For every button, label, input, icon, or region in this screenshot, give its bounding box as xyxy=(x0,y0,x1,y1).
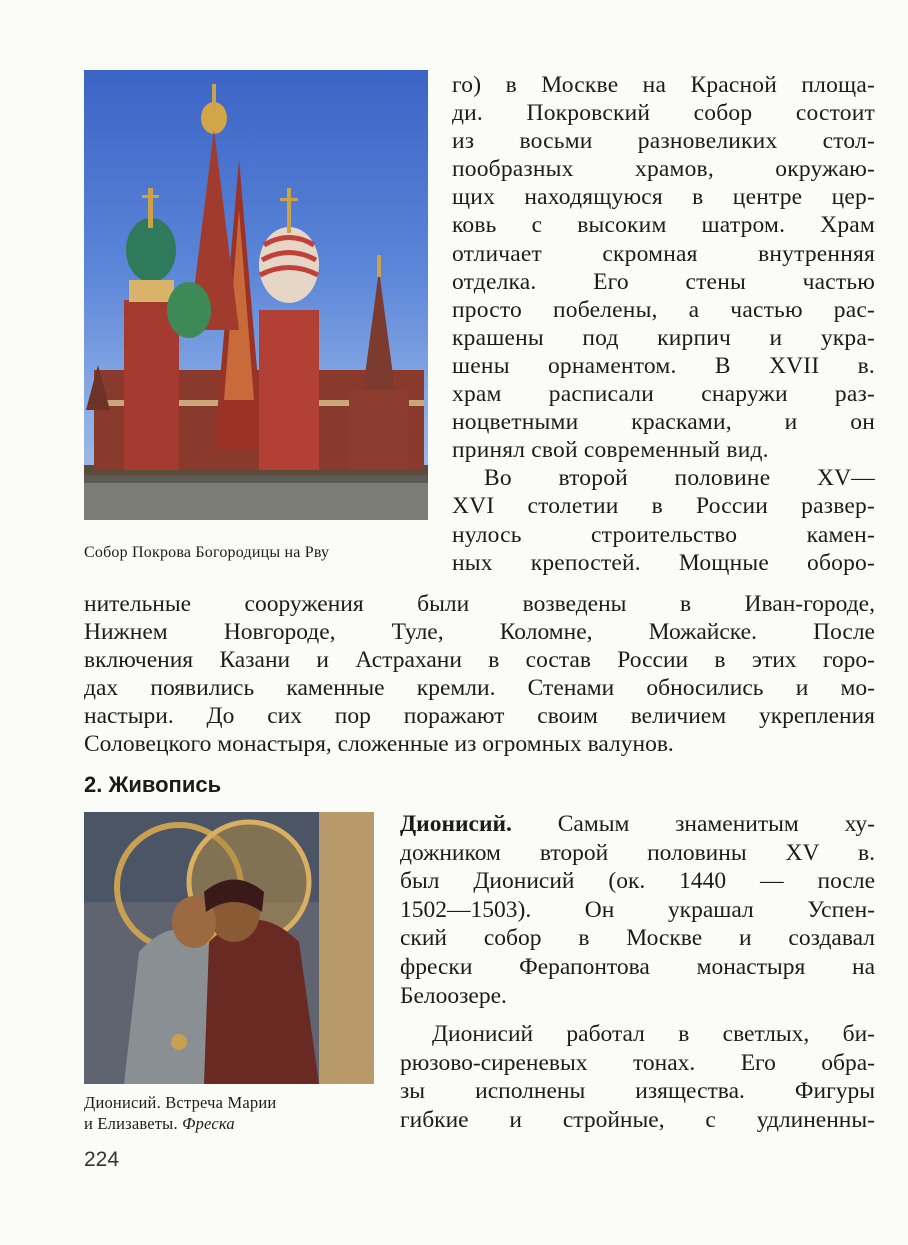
text-line: дах появились каменные кремли. Стенами обносились и мо- xyxy=(84,675,875,702)
cathedral-photo xyxy=(84,70,428,520)
text-line: щих находящуюся в центре цер- xyxy=(452,184,875,211)
text-line: ковь с высоким шатром. Храм xyxy=(452,212,875,239)
caption-text: и Елизаветы. xyxy=(84,1114,178,1133)
text-line: Во второй половине XV— xyxy=(484,465,875,492)
caption-line xyxy=(84,1113,384,1134)
text-line: фрески Ферапонтова монастыря на xyxy=(400,953,875,980)
text-fragment: Самым знаменитым ху- xyxy=(557,811,876,837)
text-line: отделка. Его стены частью xyxy=(452,268,875,295)
lead-term: Дионисий. xyxy=(400,811,512,837)
text-line: дожником второй половины XV в. xyxy=(400,839,875,866)
text-line: настыри. До сих пор поражают своим величием укрепления xyxy=(84,703,875,730)
text-line: рюзово-сиреневых тонах. Его обра- xyxy=(400,1049,875,1076)
text-line: нулось строительство камен- xyxy=(452,521,875,548)
fresco-caption xyxy=(84,1092,384,1134)
text-line: нительные сооружения были возведены в Иван-городе, xyxy=(84,591,875,617)
text-line: шены орнаментом. В XVII в. xyxy=(452,352,875,379)
text-line: храм расписали снаружи раз- xyxy=(452,381,875,408)
text-line: ди. Покровский собор состоит xyxy=(452,100,875,127)
painting-section-text xyxy=(400,810,875,1135)
text-line: 1502—1503). Он украшал Успен- xyxy=(400,896,875,923)
text-line: гибкие и стройные, с удлиненны- xyxy=(400,1106,875,1133)
text-line: ноцветными красками, и он xyxy=(452,409,875,436)
text-line: Нижнем Новгороде, Туле, Коломне, Можайске. После xyxy=(84,619,875,646)
cathedral-caption: Собор Покрова Богородицы на Рву xyxy=(84,544,330,561)
text-line: просто побелены, а частью рас- xyxy=(452,296,875,323)
right-column-text xyxy=(452,71,875,577)
full-width-text xyxy=(84,590,875,759)
text-line: ных крепостей. Мощные оборо- xyxy=(452,549,875,576)
text-line: пообразных храмов, окружаю- xyxy=(452,156,875,183)
page-number: 224 xyxy=(84,1148,120,1171)
text-line: Дионисий работал в светлых, би- xyxy=(432,1021,875,1048)
text-line: ский собор в Москве и создавал xyxy=(400,925,875,952)
text-line: Соловецкого монастыря, сложенные из огромных валунов. xyxy=(84,731,674,758)
text-line: включения Казани и Астрахани в состав России в этих горо- xyxy=(84,647,875,674)
caption-line: Дионисий. Встреча Марии xyxy=(84,1093,277,1112)
text-line: был Дионисий (ок. 1440 — после xyxy=(400,868,875,895)
text-line: XVI столетии в России развер- xyxy=(452,493,875,520)
text-line: го) в Москве на Красной площа- xyxy=(452,72,875,98)
caption-italic: Фреска xyxy=(182,1114,235,1133)
text-line: из восьми разновеликих стол- xyxy=(452,128,875,155)
section-heading: 2. Живопись xyxy=(84,772,222,797)
text-line: Белоозере. xyxy=(400,982,507,1009)
text-line: крашены под кирпич и укра- xyxy=(452,324,875,351)
text-line: отличает скромная внутренняя xyxy=(452,240,875,267)
text-line: зы исполнены изящества. Фигуры xyxy=(400,1078,875,1105)
text-line: принял свой современный вид. xyxy=(452,437,769,464)
text-line xyxy=(400,810,875,839)
fresco-image xyxy=(84,812,374,1084)
